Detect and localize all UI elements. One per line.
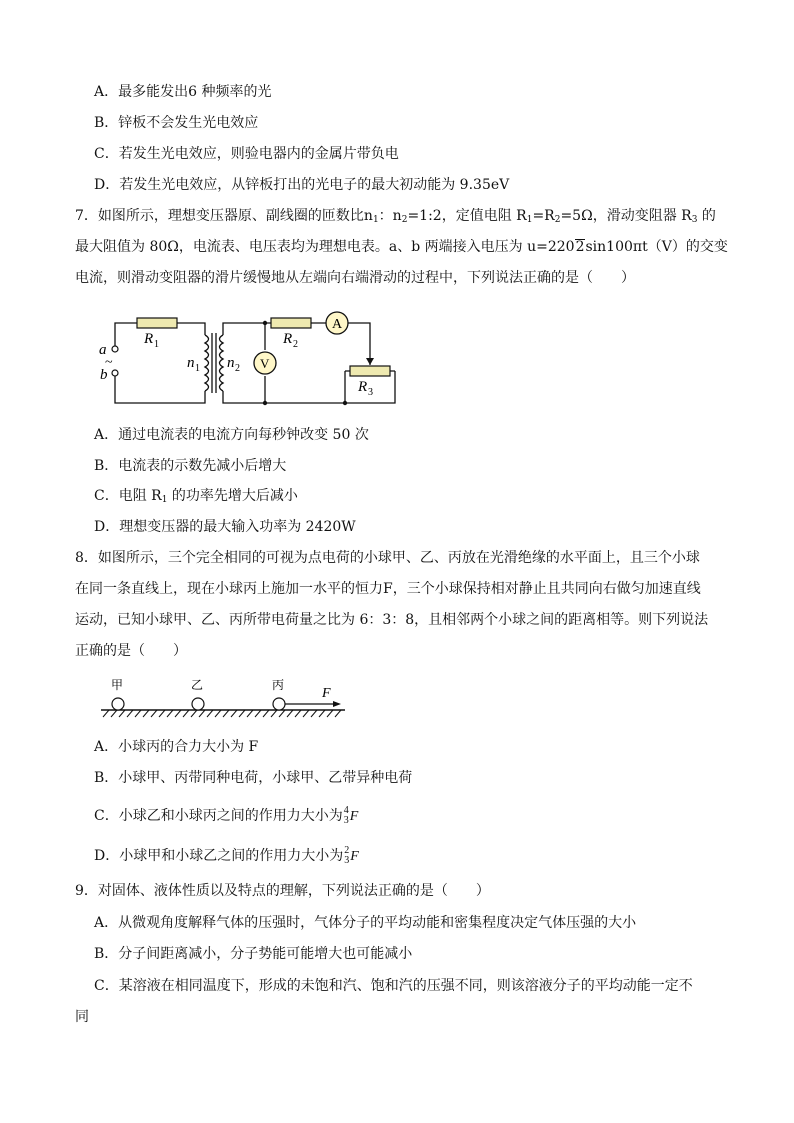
q7-stem-line3: 电流，则滑动变阻器的滑片缓慢地从左端向右端滑动的过程中，下列说法正确的是（ ）	[75, 270, 635, 286]
terminal-b	[112, 370, 118, 376]
q8-stem-line2: 在同一条直线上，现在小球丙上施加一水平的恒力F，三个小球保持相对静止且共同向右做匀加速直线	[75, 581, 701, 597]
q7-option-c: C．电阻 $R_1$ 的功率先增大后减小	[94, 488, 298, 505]
q8-stem-line4: 正确的是（ ）	[75, 643, 187, 659]
svg-text:2: 2	[235, 363, 240, 374]
ball-jia	[112, 698, 124, 710]
q8-stem-line3: 运动，已知小球甲、乙、丙所带电荷量之比为 6：3：8，且相邻两个小球之间的距离相等。则下列说法	[75, 612, 709, 628]
svg-text:a: a	[99, 342, 107, 358]
q9-option-c-line2: 同	[75, 1009, 89, 1025]
q9-stem: 9．对固体、液体性质以及特点的理解，下列说法正确的是（ ）	[75, 883, 490, 899]
svg-text:b: b	[100, 367, 108, 383]
svg-text:~: ~	[105, 355, 113, 370]
svg-text:R: R	[358, 379, 368, 395]
ball-bing	[273, 698, 285, 710]
q7-stem-line1: 7．如图所示，理想变压器原、副线圈的匝数比$n_1$：$n_2=1:2$，定值电阻 $R_1=R_2=5\Omega$，滑动变阻器 $R_3$ 的	[75, 208, 716, 225]
resistor-r2	[271, 318, 311, 328]
rheostat-r3	[350, 366, 390, 376]
q8-option-d: D．小球甲和小球乙之间的作用力大小为 2 3 F	[94, 845, 359, 866]
ball-yi	[192, 698, 204, 710]
q8-option-a: A．小球丙的合力大小为 F	[94, 739, 259, 755]
q7-option-d: D．理想变压器的最大输入功率为 2420W	[94, 519, 356, 535]
terminal-a	[112, 346, 118, 352]
q8-stem-line1: 8．如图所示，三个完全相同的可视为点电荷的小球甲、乙、丙放在光滑绝缘的水平面上，且三个小球	[75, 550, 700, 566]
fraction-2-3: 2 3	[344, 845, 350, 866]
svg-text:甲: 甲	[111, 678, 124, 692]
svg-text:1: 1	[195, 363, 200, 374]
q6-option-a: A．最多能发出6 种频率的光	[94, 84, 272, 100]
q8-option-b: B．小球甲、丙带同种电荷，小球甲、乙带异种电荷	[94, 770, 413, 786]
q6-option-c: C．若发生光电效应，则验电器内的金属片带负电	[94, 146, 399, 162]
resistor-r1	[137, 318, 177, 328]
arrowhead-icon	[333, 701, 341, 707]
q8-balls-diagram	[95, 675, 355, 720]
svg-text:丙: 丙	[272, 678, 285, 692]
svg-text:F: F	[322, 686, 331, 701]
q9-option-c-line1: C．某溶液在相同温度下，形成的未饱和汽、饱和汽的压强不同，则该溶液分子的平均动能一定不	[94, 978, 693, 994]
svg-text:1: 1	[154, 339, 159, 350]
q7-circuit-diagram	[95, 305, 405, 415]
svg-text:3: 3	[368, 387, 373, 398]
svg-text:V: V	[260, 356, 270, 371]
ground-hatching	[103, 710, 341, 717]
q9-option-a: A．从微观角度解释气体的压强时，气体分子的平均动能和密集程度决定气体压强的大小	[94, 915, 637, 931]
svg-text:2: 2	[293, 339, 298, 350]
svg-text:A: A	[332, 317, 343, 332]
svg-text:n: n	[227, 355, 235, 371]
q7-option-a: A．通过电流表的电流方向每秒钟改变 50 次	[94, 427, 369, 443]
svg-text:R: R	[283, 331, 293, 347]
q6-option-b: B．锌板不会发生光电效应	[94, 115, 259, 131]
q7-stem-line2: 最大阻值为 80Ω，电流表、电压表均为理想电表。a、b 两端接入电压为 u=2202sin100πt（V）的交变	[75, 239, 728, 255]
svg-text:R: R	[144, 331, 154, 347]
fraction-4-3: 4 3	[343, 805, 349, 826]
slider-arrow-icon	[366, 358, 374, 365]
q6-option-d: D．若发生光电效应，从锌板打出的光电子的最大初动能为 9.35eV	[94, 177, 510, 193]
q9-option-b: B．分子间距离减小，分子势能可能增大也可能减小	[94, 946, 413, 962]
q8-option-c: C．小球乙和小球丙之间的作用力大小为 4 3 F	[94, 805, 359, 826]
svg-text:乙: 乙	[191, 678, 204, 692]
svg-text:n: n	[187, 355, 195, 371]
q7-option-b: B．电流表的示数先减小后增大	[94, 458, 287, 474]
